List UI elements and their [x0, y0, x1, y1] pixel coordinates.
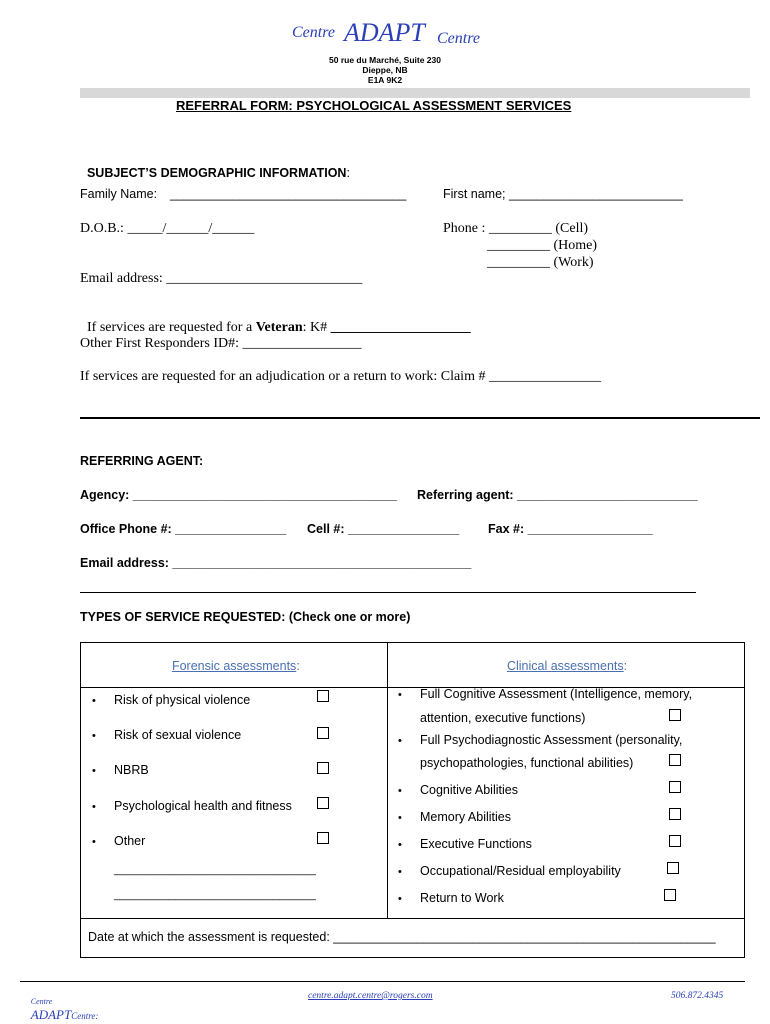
date-requested-field[interactable]: Date at which the assessment is requested: _______________________________________________________ — [88, 930, 716, 944]
checkbox-cognitive-abilities[interactable] — [669, 781, 681, 793]
other-specify-line-1[interactable]: _________________________________ — [114, 864, 316, 876]
bullet-icon: • — [92, 836, 96, 848]
footer-logo-left: Centre — [30, 997, 53, 1006]
footer-logo-right: Centre: — [71, 1011, 99, 1021]
fax-field[interactable]: Fax #: __________________ — [488, 522, 653, 536]
checkbox-return-to-work[interactable] — [664, 889, 676, 901]
demographics-heading-colon: : — [346, 166, 350, 180]
agent-email-field[interactable]: Email address: ___________________________________________ — [80, 556, 472, 570]
clinical-item-full-cognitive: Full Cognitive Assessment (Intelligence, memory, — [420, 687, 693, 701]
dob-field[interactable]: D.O.B.: _____/______/______ — [80, 221, 255, 236]
forensic-item-sexual-violence: Risk of sexual violence — [114, 728, 242, 742]
email-field[interactable]: Email address: ____________________________ — [80, 271, 363, 286]
veteran-text-post: : K# — [302, 320, 331, 335]
phone-work-field[interactable]: _________ (Work) — [487, 255, 594, 270]
form-title: REFERRAL FORM: PSYCHOLOGICAL ASSESSMENT SERVICES — [176, 98, 572, 113]
checkbox-memory-abilities[interactable] — [669, 808, 681, 820]
phone-home-field[interactable]: _________ (Home) — [487, 238, 598, 253]
bullet-icon: • — [398, 735, 402, 747]
forensic-item-health-fitness: Psychological health and fitness — [114, 799, 292, 813]
bullet-icon: • — [398, 866, 402, 878]
office-phone-field[interactable]: Office Phone #: ________________ — [80, 522, 287, 536]
logo-left-word: Centre — [292, 24, 335, 41]
veteran-text-pre: If services are requested for a — [87, 320, 256, 335]
checkbox-executive-functions[interactable] — [669, 835, 681, 847]
forensic-header-colon: : — [296, 659, 300, 673]
footer-logo-main: ADAPT — [30, 1007, 72, 1022]
checkbox-other[interactable] — [317, 832, 329, 844]
title-band — [80, 88, 750, 98]
services-heading: TYPES OF SERVICE REQUESTED: (Check one or more) — [80, 610, 411, 624]
clinical-item-full-cognitive-cont: attention, executive functions) — [420, 711, 586, 725]
footer-email-link[interactable]: centre.adapt.centre@rogers.com — [308, 991, 433, 1001]
referring-agent-field[interactable]: Referring agent: __________________________ — [417, 488, 698, 502]
table-date-divider — [81, 918, 744, 919]
section-divider-2 — [80, 592, 696, 593]
bullet-icon: • — [398, 812, 402, 824]
clinical-item-psychodiagnostic-cont: psychopathologies, functional abilities) — [420, 756, 634, 770]
clinical-item-cognitive-abilities: Cognitive Abilities — [420, 783, 518, 797]
forensic-item-physical-violence: Risk of physical violence — [114, 693, 251, 707]
bullet-icon: • — [398, 893, 402, 905]
checkbox-occupational[interactable] — [667, 862, 679, 874]
bullet-icon: • — [398, 689, 402, 701]
address-street: 50 rue du Marché, Suite 230 — [329, 55, 441, 65]
cell-field[interactable]: Cell #: ________________ — [307, 522, 460, 536]
first-responders-field[interactable]: Other First Responders ID#: _________________ — [80, 336, 362, 351]
address-postal: E1A 9K2 — [367, 75, 403, 85]
footer-phone: 506.872.4345 — [671, 991, 724, 1001]
logo-right-word: Centre — [437, 30, 480, 47]
first-name-field[interactable]: First name; _________________________ — [443, 187, 683, 201]
clinical-header-text: Clinical assessments — [506, 659, 624, 673]
bullet-icon: • — [92, 730, 96, 742]
phone-cell-field[interactable]: Phone : _________ (Cell) — [443, 221, 589, 236]
footer-logo — [26, 987, 98, 1023]
checkbox-full-cognitive[interactable] — [669, 709, 681, 721]
table-column-divider — [387, 643, 388, 918]
bullet-icon: • — [92, 695, 96, 707]
forensic-header-text: Forensic assessments — [171, 659, 297, 673]
family-name-field[interactable]: __________________________________ — [170, 187, 407, 201]
checkbox-health-fitness[interactable] — [317, 797, 329, 809]
section-divider-1 — [80, 417, 760, 419]
header-logo — [292, 18, 492, 54]
checkbox-nbrb[interactable] — [317, 762, 329, 774]
clinical-item-memory-abilities: Memory Abilities — [420, 810, 511, 824]
clinical-item-psychodiagnostic: Full Psychodiagnostic Assessment (personality, — [420, 733, 683, 747]
demographics-heading-text: SUBJECT’S DEMOGRAPHIC INFORMATION — [86, 166, 347, 180]
veteran-field[interactable] — [80, 304, 471, 336]
claim-field[interactable]: If services are requested for an adjudication or a return to work: Claim # ________________ — [80, 369, 601, 384]
agency-field[interactable]: Agency: ______________________________________ — [80, 488, 397, 502]
logo-main-word: ADAPT — [344, 18, 425, 47]
forensic-item-nbrb: NBRB — [114, 763, 149, 777]
bullet-icon: • — [92, 801, 96, 813]
bullet-icon: • — [398, 839, 402, 851]
forensic-header — [165, 645, 300, 673]
family-name-label: Family Name: — [80, 187, 158, 201]
checkbox-psychodiagnostic[interactable] — [669, 754, 681, 766]
veteran-text-bold: Veteran — [255, 320, 303, 335]
referring-agent-heading: REFERRING AGENT: — [80, 454, 204, 468]
bullet-icon: • — [398, 785, 402, 797]
clinical-item-return-to-work: Return to Work — [420, 891, 504, 905]
clinical-item-executive-functions: Executive Functions — [420, 837, 532, 851]
forensic-item-other: Other — [114, 834, 146, 848]
checkbox-sexual-violence[interactable] — [317, 727, 329, 739]
other-specify-line-2[interactable]: _________________________________ — [114, 889, 316, 901]
clinical-item-occupational: Occupational/Residual employability — [420, 864, 621, 878]
clinical-header-colon: : — [623, 659, 628, 673]
veteran-k-line: ____________________ — [330, 320, 471, 335]
demographics-heading — [80, 152, 350, 180]
footer-rule — [20, 981, 745, 982]
clinical-header — [500, 645, 627, 673]
checkbox-physical-violence[interactable] — [317, 690, 329, 702]
address-city: Dieppe, NB — [362, 65, 408, 75]
bullet-icon: • — [92, 765, 96, 777]
